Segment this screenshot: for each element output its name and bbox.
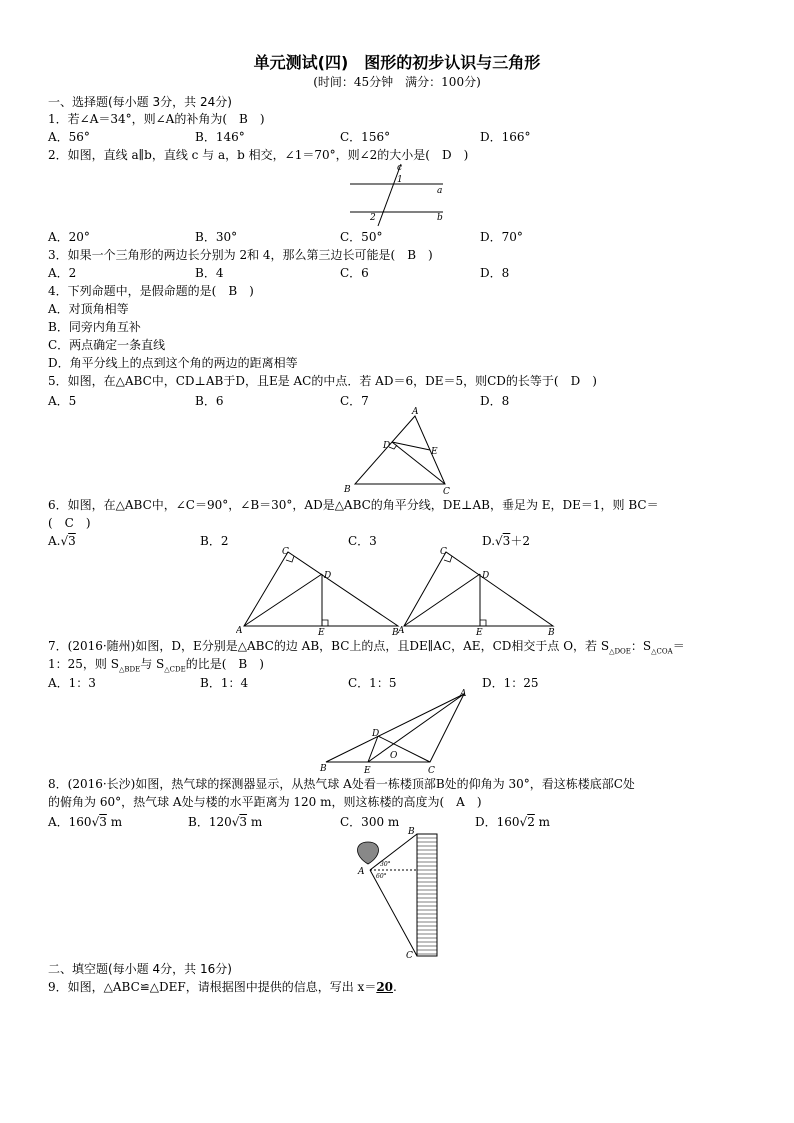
- q1-option-d: D．166°: [480, 130, 531, 144]
- q7-option-c: C．1：5: [348, 676, 397, 690]
- q6-option-c: C．3: [348, 534, 377, 548]
- page-title: 单元测试(四) 图形的初步认识与三角形: [253, 53, 541, 72]
- q6-option-b: B．2: [200, 534, 229, 548]
- q2-label-2: 2: [370, 213, 376, 223]
- q6-left-label-a: A: [236, 626, 243, 636]
- q4-option-d: D．角平分线上的点到这个角的两边的距离相等: [48, 356, 298, 370]
- q8-option-c: C．300 m: [340, 815, 400, 829]
- q6-figure-right: [398, 544, 563, 636]
- q8-option-d: D．160√2 m: [475, 815, 551, 829]
- q7-label-e: E: [364, 766, 371, 776]
- page-subtitle: (时间：45分钟 满分：100分): [313, 75, 481, 89]
- q1-option-b: B．146°: [195, 130, 245, 144]
- q5-label-e: E: [431, 447, 438, 457]
- q5-label-b: B: [344, 485, 351, 495]
- q1-option-c: C．156°: [340, 130, 391, 144]
- section-heading-fill: 二、填空题(每小题 4分，共 16分): [48, 962, 232, 976]
- q5-label-d: D: [383, 441, 391, 451]
- q1-option-a: A．56°: [48, 130, 90, 144]
- q3-option-b: B．4: [195, 266, 224, 280]
- q6-left-label-c: C: [282, 547, 289, 557]
- q7-figure-triangle: [318, 686, 478, 778]
- q9-answer: 20: [376, 980, 394, 994]
- q3-option-d: D．8: [480, 266, 510, 280]
- q3-option-a: A．2: [48, 266, 77, 280]
- q8-stem-line2: 的俯角为 60°，热气球 A处与楼的水平距离为 120 m，则这栋楼的高度为( A ): [48, 795, 482, 809]
- q8-label-c: C: [406, 951, 413, 961]
- q6-option-d: D.√3＋2: [482, 534, 530, 548]
- q5-stem: 5．如图，在△ABC中，CD⊥AB于D，且E是 AC的中点．若 AD＝6，DE＝5，则CD的长等于( D ): [48, 374, 597, 388]
- q6-right-label-d: D: [482, 571, 490, 581]
- q2-label-b: b: [437, 213, 443, 223]
- q7-option-d: D．1：25: [482, 676, 539, 690]
- q7-option-b: B．1：4: [200, 676, 249, 690]
- q8-label-30deg: 30°: [380, 861, 391, 868]
- q7-label-d: D: [372, 729, 380, 739]
- balloon-icon: [358, 842, 379, 864]
- q8-label-60deg: 60°: [376, 873, 387, 880]
- q7-label-b: B: [320, 764, 327, 774]
- q4-option-b: B．同旁内角互补: [48, 320, 141, 334]
- q8-figure-balloon-building: [350, 826, 445, 961]
- q6-stem-line2: ( C ): [48, 516, 91, 530]
- q5-figure-triangle: [338, 404, 458, 496]
- q1-stem: 1．若∠A＝34°，则∠A的补角为( B ): [48, 112, 265, 126]
- q7-label-o: O: [390, 751, 398, 761]
- q5-label-c: C: [443, 487, 450, 496]
- q2-label-a: a: [437, 186, 443, 196]
- q8-label-a: A: [358, 867, 365, 877]
- q2-figure-parallel-lines: [345, 160, 450, 228]
- q6-right-label-b: B: [548, 628, 555, 636]
- q4-option-c: C．两点确定一条直线: [48, 338, 166, 352]
- q5-option-d: D．8: [480, 394, 510, 408]
- q8-stem-line1: 8．(2016·长沙)如图，热气球的探测器显示，从热气球 A处看一栋楼顶部B处的仰角为 30°，看这栋楼底部C处: [48, 777, 635, 791]
- q8-option-a: A．160√3 m: [48, 815, 123, 829]
- q5-option-b: B．6: [195, 394, 224, 408]
- q6-stem-line1: 6．如图，在△ABC中，∠C＝90°，∠B＝30°，AD是△ABC的角平分线，DE⊥AB，垂足为 E，DE＝1，则 BC＝: [48, 498, 659, 512]
- q2-option-d: D．70°: [480, 230, 523, 244]
- q5-label-a: A: [412, 407, 419, 417]
- q5-option-a: A．5: [48, 394, 77, 408]
- q6-left-label-d: D: [324, 571, 332, 581]
- q4-option-a: A．对顶角相等: [48, 302, 129, 316]
- q4-stem: 4．下列命题中，是假命题的是( B ): [48, 284, 254, 298]
- q8-option-b: B．120√3 m: [188, 815, 263, 829]
- q2-option-b: B．30°: [195, 230, 238, 244]
- q2-label-c: c: [397, 163, 403, 173]
- q7-stem-line1: 7．(2016·随州)如图，D，E分别是△ABC的边 AB，BC上的点，且DE∥AC，AE，CD相交于点 O，若 $S_{\triangle DOE}$：$S_{\triangle COA}=$: [48, 639, 685, 656]
- q6-option-a: A.√3: [48, 534, 76, 548]
- q2-stem: 2．如图，直线 a∥b，直线 c 与 a，b 相交，∠1＝70°，则∠2的大小是( D ): [48, 148, 469, 162]
- q7-option-a: A．1：3: [48, 676, 96, 690]
- q6-left-label-b: B: [392, 628, 399, 636]
- q8-label-b: B: [408, 827, 415, 837]
- q2-label-1: 1: [397, 175, 403, 185]
- q6-right-label-a: A: [398, 626, 405, 636]
- q3-stem: 3．如果一个三角形的两边长分别为 2和 4，那么第三边长可能是( B ): [48, 248, 433, 262]
- q7-label-a: A: [460, 689, 467, 699]
- q6-right-label-e: E: [476, 628, 483, 636]
- q3-option-c: C．6: [340, 266, 369, 280]
- q6-left-label-e: E: [318, 628, 325, 636]
- section-heading-choice: 一、选择题(每小题 3分，共 24分): [48, 95, 232, 109]
- q7-label-c: C: [428, 766, 435, 776]
- q7-stem-line2: 1：25，则 $S_{\triangle BDE}$与 $S_{\triangle CDE}$的比是( B ): [48, 657, 264, 674]
- q6-right-label-c: C: [440, 547, 447, 557]
- q5-option-c: C．7: [340, 394, 369, 408]
- q9-stem: 9．如图，△ABC≌△DEF，请根据图中提供的信息，写出 x＝20.: [48, 980, 397, 994]
- q2-option-c: C．50°: [340, 230, 383, 244]
- q6-figure-left: [236, 544, 406, 636]
- q2-option-a: A．20°: [48, 230, 90, 244]
